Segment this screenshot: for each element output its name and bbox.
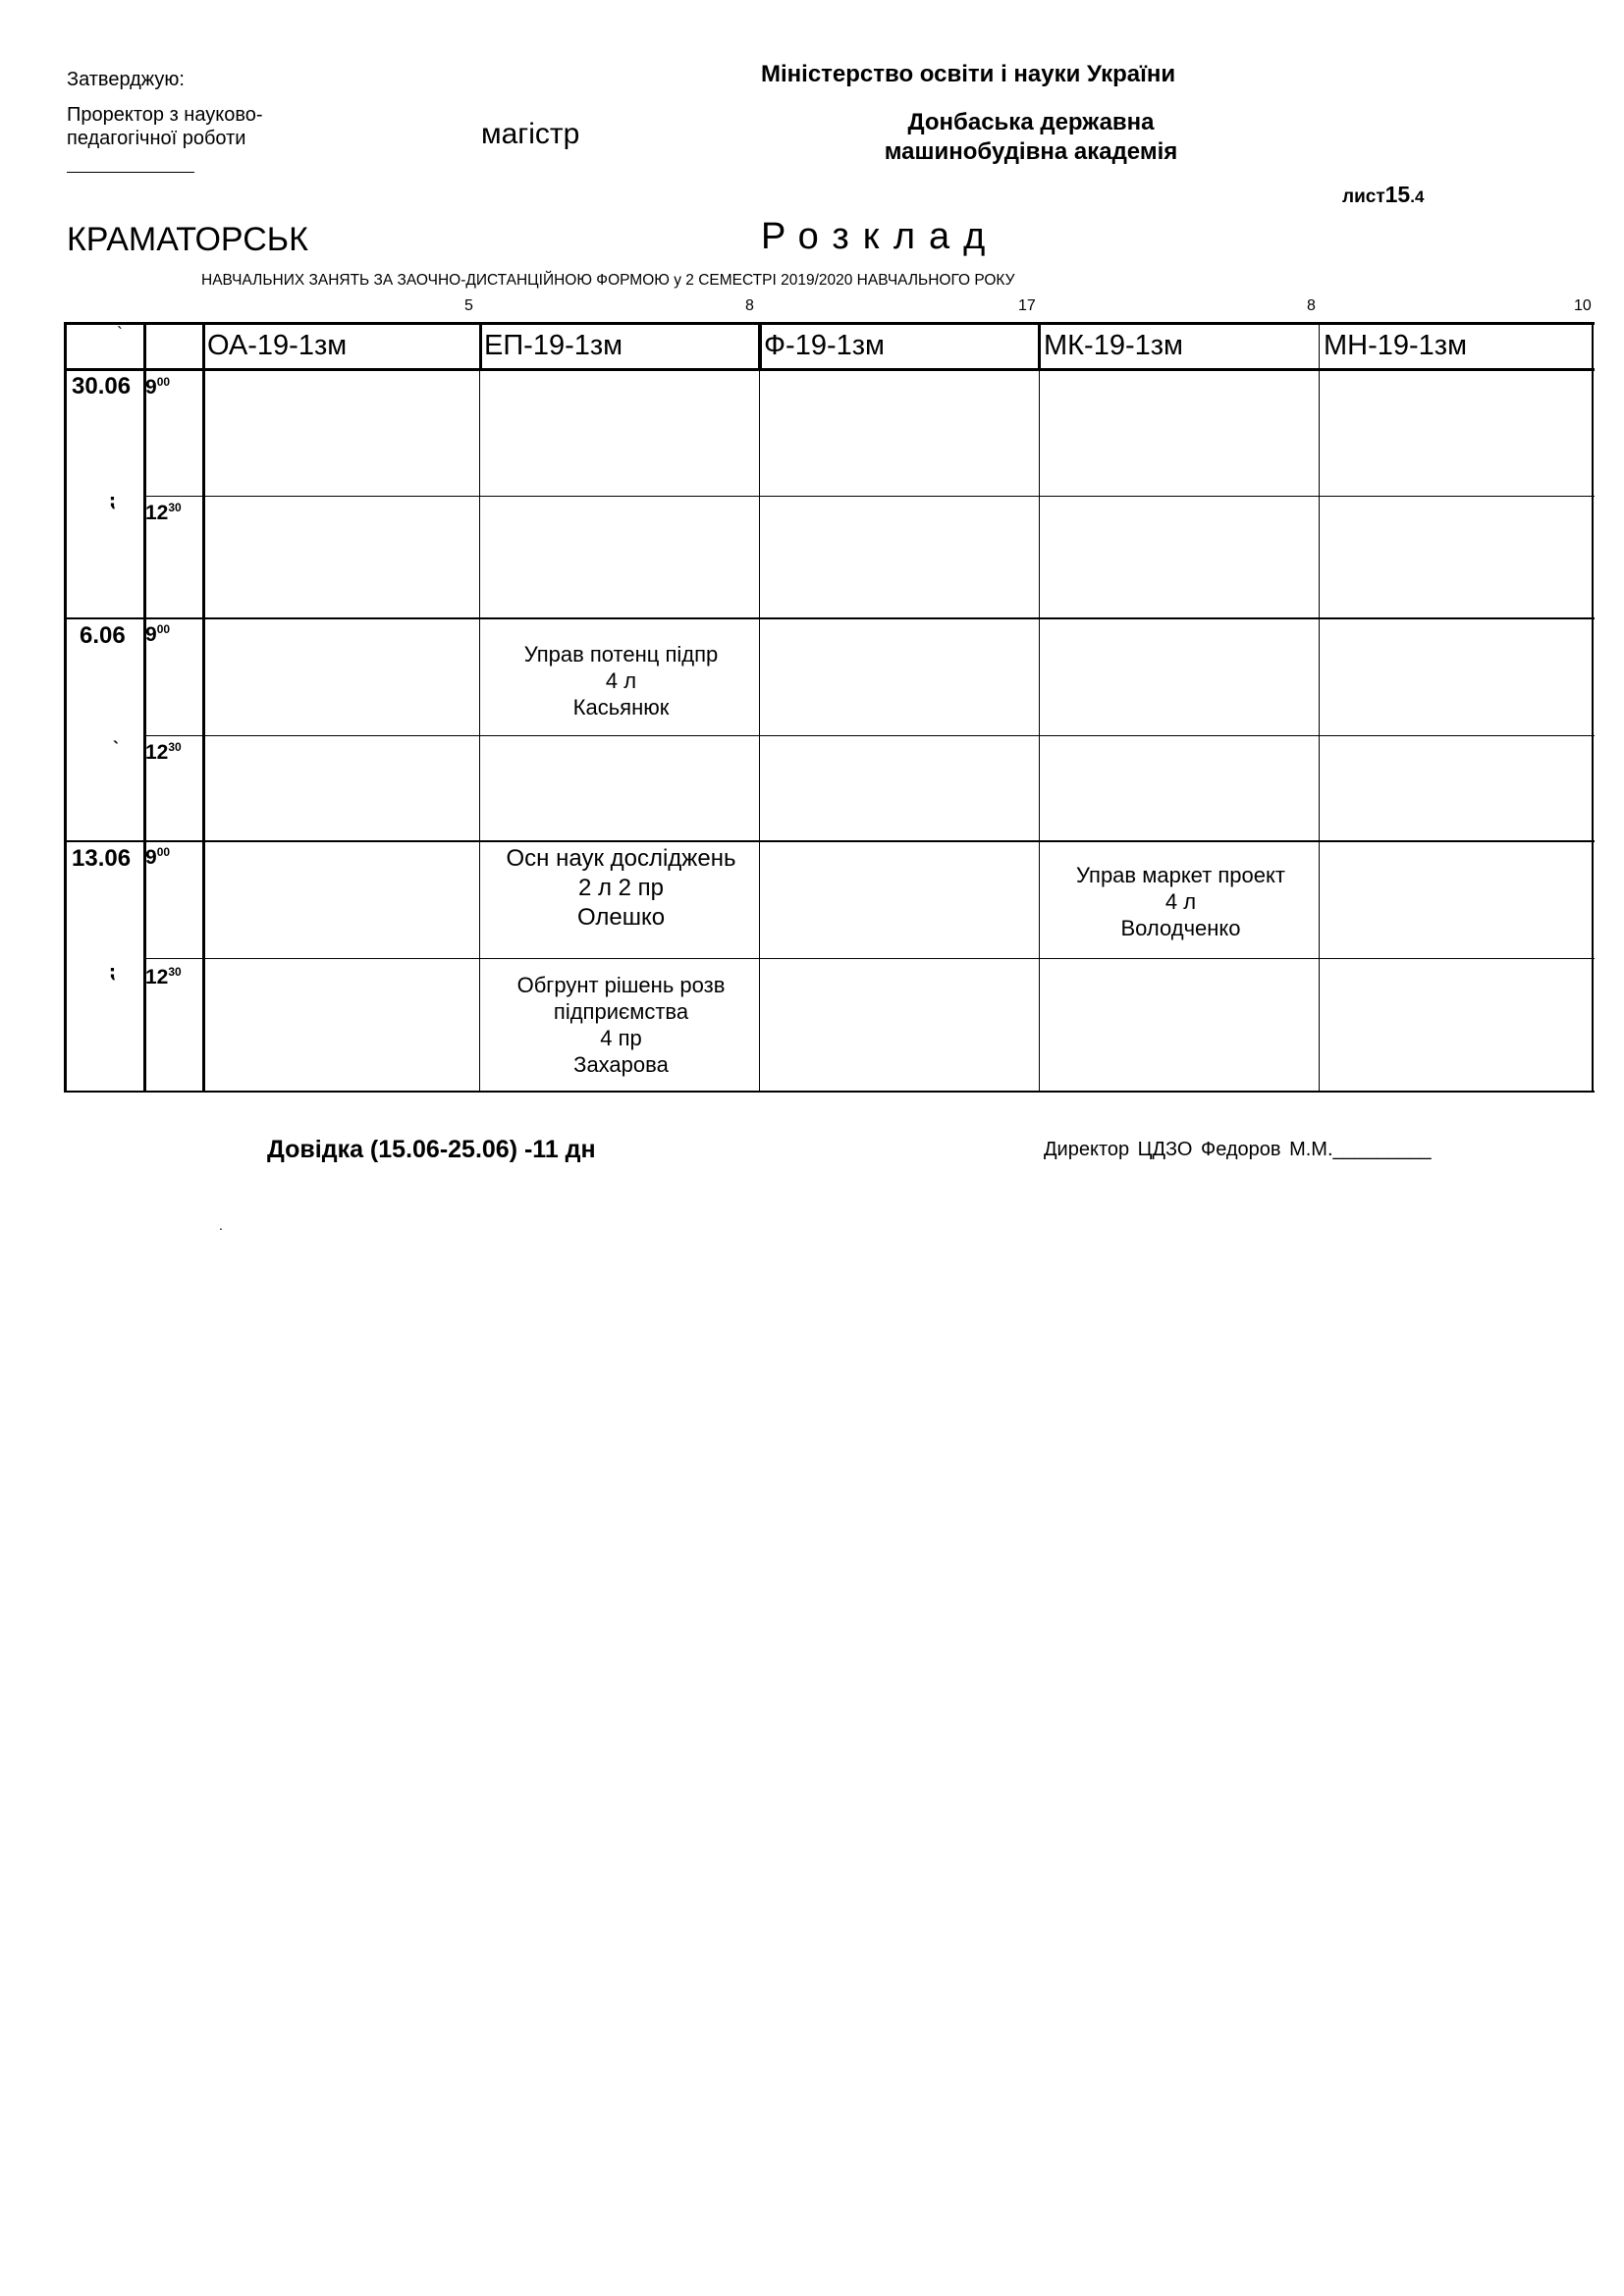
lesson-teacher: Володченко: [1120, 916, 1241, 940]
time-slot: [145, 740, 182, 765]
day-mark: ⁏: [109, 491, 117, 510]
lesson-teacher: Касьянюк: [572, 695, 670, 720]
academy-line-1: Донбаська державна: [907, 109, 1155, 135]
corner-mark: `: [117, 324, 123, 344]
academy-line-2: машинобудівна академія: [884, 138, 1178, 165]
ministry-title: Міністерство освіти і науки України: [761, 61, 1176, 87]
lesson-hours: 4 л: [605, 668, 637, 693]
table-col-divider: [1039, 322, 1040, 1093]
time-slot: [145, 501, 182, 525]
slot-hour: 9: [145, 623, 157, 646]
sheet-num: 15: [1384, 182, 1411, 207]
stray-dot: .: [219, 1217, 223, 1233]
table-border: [64, 322, 67, 1093]
lesson-cell: [481, 844, 761, 933]
lesson-subject: Обгрунт рішень розв: [516, 973, 726, 997]
slot-min: 00: [156, 375, 171, 389]
table-border: [1592, 322, 1594, 1093]
slot-min: 00: [156, 622, 171, 636]
city-name: КРАМАТОРСЬК: [67, 221, 308, 258]
page-subtitle: НАВЧАЛЬНИХ ЗАНЯТЬ ЗА ЗАОЧНО-ДИСТАНЦІЙНОЮ ФОРМОЮ у 2 СЕМЕСТРІ 2019/2020 НАВЧАЛЬНОГО РОКУ: [201, 272, 1015, 289]
approve-label: Затверджую:: [67, 69, 185, 90]
table-border: [64, 1091, 1595, 1093]
slot-hour: 12: [145, 502, 169, 524]
lesson-hours: 4 пр: [600, 1026, 642, 1050]
table-row-divider: [145, 958, 1595, 959]
time-slot: [145, 375, 170, 400]
degree-label: магістр: [481, 118, 580, 150]
lesson-teacher: Олешко: [576, 904, 666, 931]
day-date: 30.06: [72, 373, 132, 400]
sheet-sub: .4: [1410, 187, 1425, 206]
table-col-divider: [1319, 322, 1320, 1093]
slot-min: 30: [168, 740, 182, 754]
group-count: 17: [1018, 297, 1036, 314]
slot-min: 30: [168, 965, 182, 979]
day-mark: ⁏: [109, 962, 117, 982]
lesson-cell: [481, 641, 761, 721]
prorector-title: Проректор з науково-педагогічної роботи: [67, 104, 263, 149]
page-title: Розклад: [761, 216, 1000, 257]
slot-min: 30: [168, 501, 182, 514]
slot-hour: 9: [145, 846, 157, 869]
table-row-divider: [64, 617, 1595, 619]
group-header-f: Ф-19-1зм: [764, 330, 885, 361]
table-col-divider: [202, 322, 205, 1093]
slot-hour: 12: [145, 741, 169, 764]
group-count: 5: [464, 297, 473, 314]
lesson-subject: Осн наук досліджень: [506, 845, 736, 872]
schedule-table: [64, 322, 1595, 1093]
group-header-oa: ОА-19-1зм: [207, 330, 348, 361]
lesson-subject: Управ маркет проект: [1076, 863, 1285, 887]
slot-hour: 9: [145, 376, 157, 399]
sheet-label: лист: [1342, 187, 1385, 207]
table-row-divider: [64, 840, 1595, 842]
sheet-number: [1342, 182, 1424, 208]
table-col-divider: [479, 322, 480, 1093]
lesson-teacher: Захарова: [573, 1052, 669, 1077]
lesson-subject: Управ потенц підпр: [523, 642, 719, 667]
day-date: 13.06: [72, 845, 132, 872]
group-header-mn: МН-19-1зм: [1324, 330, 1468, 361]
lesson-hours: 4 л: [1164, 889, 1197, 914]
group-count: 8: [745, 297, 754, 314]
lesson-cell: [481, 972, 761, 1078]
lesson-subject-2: підприємства: [553, 999, 689, 1024]
time-slot: [145, 845, 170, 870]
group-count: 8: [1307, 297, 1316, 314]
academy-title: [864, 108, 1198, 167]
day-mark: `: [113, 738, 119, 758]
group-header-ep: ЕП-19-1зм: [484, 330, 623, 361]
time-slot: [145, 622, 170, 647]
group-count: 10: [1574, 297, 1592, 314]
signature-line: [67, 172, 194, 173]
table-row-divider: [145, 496, 1595, 497]
lesson-hours: 2 л 2 пр: [577, 875, 665, 901]
director-signature: Директор ЦДЗО Федоров М.М._________: [1044, 1139, 1432, 1160]
day-date: 6.06: [80, 622, 126, 649]
lesson-cell: [1041, 862, 1321, 941]
slot-hour: 12: [145, 966, 169, 988]
group-header-mk: МК-19-1зм: [1044, 330, 1183, 361]
table-row-divider: [145, 735, 1595, 736]
slot-min: 00: [156, 845, 171, 859]
time-slot: [145, 965, 182, 989]
reference-note: Довідка (15.06-25.06) -11 дн: [267, 1136, 596, 1163]
